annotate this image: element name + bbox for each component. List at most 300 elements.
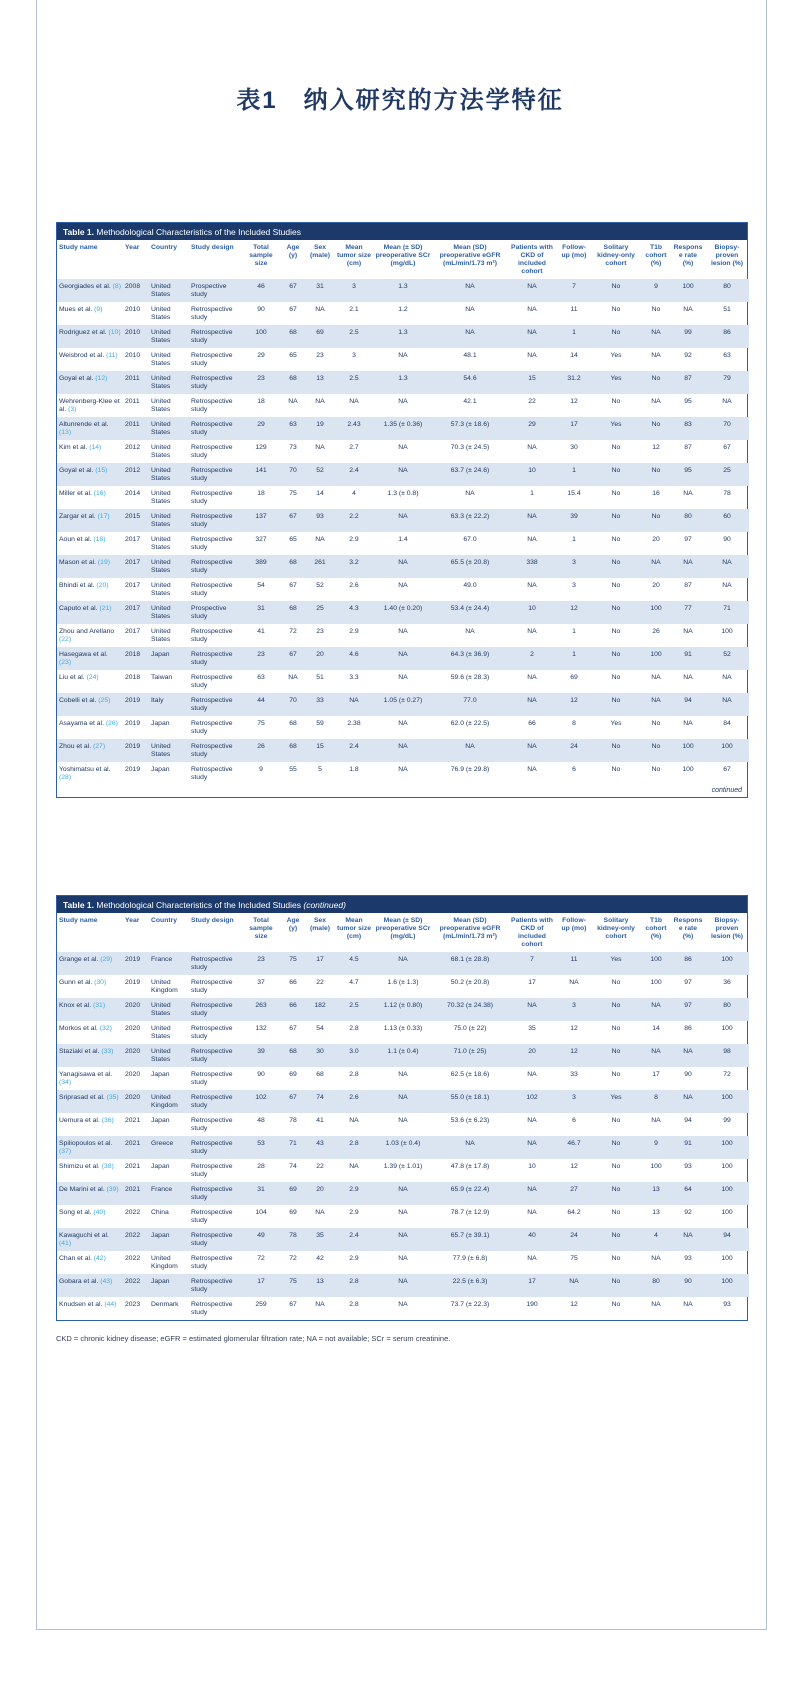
table-cell: 1 [572,627,576,635]
table-cell: 17 [507,1274,557,1297]
table-row [57,693,749,716]
table-cell: 79 [705,371,749,394]
table-cell: NA [527,1116,537,1124]
citation-ref[interactable]: (34) [59,1078,72,1086]
table-cell: NA [507,739,557,762]
table-cell: 132 [255,1024,267,1032]
table-cell: 59 [316,719,324,727]
column-header: Total sample size [249,244,273,267]
table-cell: 78 [281,1228,305,1251]
table-cell: United States [151,397,171,413]
table-cell: 129 [255,443,267,451]
table-cell: 65 [289,535,297,543]
citation-ref[interactable]: (3) [68,405,77,413]
table-cell: NA [398,443,408,451]
study-name-cell [57,394,123,417]
study-name-cell [57,1228,123,1251]
table-cell: 75 [281,1274,305,1297]
study-name-cell [57,762,123,785]
column-header: Study design [191,244,234,251]
table-cell: 90 [684,1070,692,1078]
column-header: Response rate (%) [673,917,703,940]
study-name: Gunn et al. [59,978,95,986]
table-cell: 75 [257,719,265,727]
table-cell: 71 [705,601,749,624]
table-cell: 70 [281,463,305,486]
table-cell: 90 [257,305,265,313]
table-cell: 102 [507,1090,557,1113]
table-cell: United States [151,305,171,321]
table-cell: 36 [723,978,731,986]
table-cell: 2.8 [349,1070,359,1078]
table-cell: 68 [281,601,305,624]
table-cell: 63 [281,417,305,440]
citation-ref[interactable]: (29) [100,955,113,963]
table-cell: 13 [652,1208,660,1216]
table-cell: 94 [705,1228,749,1251]
citation-ref[interactable]: (36) [101,1116,114,1124]
table-row [57,601,749,624]
table-cell: 100 [671,739,705,762]
table-cell: No [641,463,671,486]
table-cell: 1 [572,535,576,543]
table-cell: 29 [241,417,281,440]
study-name: Zhou and Arellano [59,627,115,635]
table-cell: 100 [705,1182,749,1205]
table-cell: 261 [305,555,335,578]
citation-ref[interactable]: (16) [93,489,106,497]
table-cell: 1 [557,463,591,486]
table-cell: NA [398,1070,408,1078]
table-cell: 68 [281,371,305,394]
table-cell: No [651,719,661,727]
table-row [57,417,749,440]
table-cell: 12 [557,1044,591,1067]
table-cell: United States [149,325,189,348]
table-cell: NA [641,1044,671,1067]
table-cell: 46 [241,279,281,302]
study-name-cell [57,1113,123,1136]
table-cell: NA [683,1300,693,1308]
table-cell: United States [151,535,171,551]
table-cell: 67 [723,443,731,451]
table-cell: 18 [257,489,265,497]
table-cell: No [591,1044,641,1067]
table-cell: 2010 [125,351,141,359]
table-cell: 20 [507,1044,557,1067]
table-cell: 63 [257,673,265,681]
table-cell: 2014 [125,489,141,497]
table-cell: 2022 [123,1228,149,1251]
study-name-cell [57,532,123,555]
table-cell: 2.8 [335,1136,373,1159]
table-cell: 64.3 (± 36.9) [433,647,507,670]
citation-ref[interactable]: (43) [100,1277,113,1285]
column-header: Year [125,917,140,924]
study-name-cell [57,975,123,998]
table-cell: 3 [557,555,591,578]
table-cell: 2017 [125,535,141,543]
study-name-cell [57,348,123,371]
table-cell: 95 [671,463,705,486]
table-cell: United Kingdom [149,1090,189,1113]
study-name-cell [57,1274,123,1297]
table-cell: Yes [591,371,641,394]
table-cell: United States [149,998,189,1021]
table-cell: 2008 [123,279,149,302]
table-cell: No [611,489,621,497]
column-header: Age (y) [286,244,300,259]
table-row [57,762,749,785]
table-cell: NA [705,693,749,716]
table-cell: No [591,325,641,348]
table-cell: 31 [241,1182,281,1205]
study-name-cell [57,647,123,670]
study-name: Miller et al. [59,489,94,497]
table-cell: 2010 [123,325,149,348]
column-header: Year [125,244,140,251]
study-name: Asayama et al. [59,719,106,727]
table-cell: 72 [289,1254,297,1262]
table-cell: NA [398,765,408,773]
table2-container [56,895,748,1343]
citation-ref[interactable]: (27) [93,742,106,750]
table-cell: 4 [352,489,356,497]
table-cell: No [611,765,621,773]
table-row [57,1021,749,1044]
table-cell: 2.4 [335,463,373,486]
study-name-cell [57,302,123,325]
table-cell: NA [683,305,693,313]
table-cell: NA [465,627,475,635]
table-row [57,1113,749,1136]
citation-ref[interactable]: (10) [108,328,121,336]
table-cell: 27 [557,1182,591,1205]
table-cell: 76.9 (± 29.8) [450,765,490,773]
table-cell: 100 [721,1254,733,1262]
study-name-cell [57,670,123,693]
table-cell: 141 [241,463,281,486]
study-name: Shimizu et al. [59,1162,102,1170]
citation-ref[interactable]: (41) [59,1239,72,1247]
study-name-cell [57,1159,123,1182]
citation-ref[interactable]: (28) [59,773,72,781]
table-cell: Retrospective study [189,952,241,975]
table-cell: 54.6 [433,371,507,394]
table-cell: 3 [335,279,373,302]
table-cell: 263 [241,998,281,1021]
table-cell: 6 [572,1116,576,1124]
table-cell: 389 [241,555,281,578]
study-name-cell [57,509,123,532]
citation-ref[interactable]: (24) [86,673,99,681]
table-row [57,325,749,348]
table-cell: Retrospective study [189,555,241,578]
table-cell: 9 [641,1136,671,1159]
table-cell: 2012 [123,463,149,486]
table-cell: NA [527,1208,537,1216]
table-cell: 3 [572,581,576,589]
table-cell: 43 [305,1136,335,1159]
table-caption-text: Methodological Characteristics of the Included Studies [96,227,301,237]
table-row [57,975,749,998]
table-cell: NA [705,555,749,578]
table-cell: NA [373,1228,433,1251]
table-cell: No [611,978,621,986]
citation-ref[interactable]: (9) [94,305,103,313]
citation-ref[interactable]: (32) [99,1024,112,1032]
citation-ref[interactable]: (11) [106,351,118,359]
table-row [57,440,749,463]
table-cell: 22 [528,397,536,405]
table-cell: 3.3 [349,673,359,681]
table-row [57,394,749,417]
citation-ref[interactable]: (35) [106,1093,119,1101]
column-header: Mean (SD) preoperative eGFR (mL/min/1.73 m²) [439,917,501,940]
table-cell: 1.12 (± 0.80) [373,998,433,1021]
table-cell: 2.9 [349,1208,359,1216]
citation-ref[interactable]: (39) [106,1185,119,1193]
table-cell: 78.7 (± 12.9) [450,1208,490,1216]
table-cell: 84 [723,719,731,727]
study-name: Chan et al. [59,1254,94,1262]
table-cell: 100 [721,1024,733,1032]
table-cell: 69 [305,325,335,348]
table-cell: NA [373,555,433,578]
table-cell: 69 [281,1182,305,1205]
table-cell: 182 [305,998,335,1021]
table-cell: Retrospective study [189,417,241,440]
citation-ref[interactable]: (21) [99,604,112,612]
table-cell: 40 [507,1228,557,1251]
table-cell: NA [349,397,359,405]
table-cell: NA [671,555,705,578]
table-cell: Yes [610,719,622,727]
study-name: Caputo et al. [59,604,100,612]
table-cell: No [591,647,641,670]
study-name-cell [57,555,123,578]
table-cell: Retrospective study [191,1254,233,1270]
citation-ref[interactable]: (8) [112,282,121,290]
table-cell: Greece [149,1136,189,1159]
table-cell: 94 [671,693,705,716]
table-cell: 65 [289,351,297,359]
study-name: Kawaguchi et al. [59,1231,109,1239]
table-row [57,624,749,647]
citation-ref[interactable]: (44) [104,1300,117,1308]
table-cell: NA [398,1116,408,1124]
table-cell: Yes [591,417,641,440]
table-cell: 77 [671,601,705,624]
citation-ref[interactable]: (13) [59,428,72,436]
table-cell: 2.9 [335,1182,373,1205]
table-header-row [57,240,749,279]
study-name: Yoshimatsu et al. [59,765,111,773]
table-cell: NA [683,627,693,635]
table-cell: 2.9 [349,627,359,635]
table-cell: NA [527,1254,537,1262]
table-cell: Retrospective study [189,1228,241,1251]
table-row [57,1297,749,1320]
table-cell: 100 [671,279,705,302]
table-cell: 93 [684,1162,692,1170]
table-cell: NA [507,1182,557,1205]
table-cell: 77.0 [433,693,507,716]
citation-ref[interactable]: (40) [93,1208,106,1216]
study-name-cell [57,1067,123,1090]
table-cell: NA [683,673,693,681]
citation-ref[interactable]: (31) [93,1001,106,1009]
table-cell: 26 [241,739,281,762]
citation-ref[interactable]: (17) [97,512,110,520]
citation-ref[interactable]: (42) [93,1254,106,1262]
table-cell: 70 [705,417,749,440]
table-cell: NA [641,325,671,348]
table-cell: 2022 [125,1254,141,1262]
table-cell: No [641,417,671,440]
table-cell: 14 [652,1024,660,1032]
table2 [57,913,749,1320]
study-name-cell [57,693,123,716]
citation-ref[interactable]: (15) [95,466,108,474]
table-cell: 12 [570,397,578,405]
study-name-cell [57,463,123,486]
table-cell: Retrospective study [189,739,241,762]
citation-ref[interactable]: (25) [98,696,111,704]
table-cell: No [611,673,621,681]
table-cell: United States [151,1024,171,1040]
table-cell: No [591,509,641,532]
table-cell: 12 [557,601,591,624]
table-cell: Retrospective study [191,1024,233,1040]
table-cell: 23 [241,952,281,975]
study-name: Altunrende et al. [59,420,109,428]
table-cell: NA [373,1090,433,1113]
table-cell: No [641,371,671,394]
table-cell: NA [507,1136,557,1159]
table-cell: 22.5 (± 6.3) [433,1274,507,1297]
column-header: Sex (male) [309,244,331,259]
table-cell: 2.4 [335,739,373,762]
table-cell: 2.5 [335,325,373,348]
table-cell: 80 [671,509,705,532]
table-cell: 100 [650,978,662,986]
table-cell: Japan [151,765,170,773]
table-cell: 2021 [123,1182,149,1205]
table-cell: 70.32 (± 24.38) [433,998,507,1021]
table-cell: No [611,1300,621,1308]
table-cell: 13 [305,371,335,394]
table-cell: No [591,279,641,302]
table-cell: 2021 [125,1162,141,1170]
column-header: Sex (male) [309,917,331,932]
table-cell: 50.2 (± 20.8) [450,978,490,986]
table-cell: NA [315,1300,325,1308]
table-cell: No [611,1208,621,1216]
study-name-cell [57,1021,123,1044]
table-cell: No [591,1136,641,1159]
table-row [57,1274,749,1297]
citation-ref[interactable]: (30) [94,978,107,986]
table-cell: United States [149,463,189,486]
column-header: Mean (± SD) preoperative SCr (mg/dL) [375,244,431,267]
table-cell: 98 [705,1044,749,1067]
table-cell: France [149,952,189,975]
table-cell: 68 [281,555,305,578]
table-cell: 17 [652,1070,660,1078]
table-cell: Retrospective study [191,581,233,597]
table-row [57,1090,749,1113]
table-cell: 69 [289,1070,297,1078]
study-name: Rodriguez et al. [59,328,109,336]
table-cell: 1.1 (± 0.4) [373,1044,433,1067]
study-name: Hasegawa et al. [59,650,108,658]
citation-ref[interactable]: (12) [95,374,108,382]
table-cell: No [591,693,641,716]
table-cell: 24 [557,1228,591,1251]
table-cell: NA [507,279,557,302]
column-header: Biopsy-proven lesion (%) [710,244,744,267]
study-name: Yanagisawa et al. [59,1070,113,1078]
table-cell: 2.9 [349,535,359,543]
table-cell: 80 [705,279,749,302]
table-cell: No [591,555,641,578]
table-cell: 55.0 (± 18.1) [433,1090,507,1113]
citation-ref[interactable]: (37) [59,1147,72,1155]
table-cell: NA [288,673,298,681]
citation-ref[interactable]: (19) [97,558,111,566]
table-cell: 190 [526,1300,538,1308]
citation-ref[interactable]: (18) [93,535,106,543]
table-cell: 29 [507,417,557,440]
table-row [57,463,749,486]
citation-ref[interactable]: (23) [59,658,72,666]
table-cell: 20 [652,535,660,543]
citation-ref[interactable]: (33) [101,1047,114,1055]
table-cell: 12 [570,1024,578,1032]
table-cell: 68 [281,739,305,762]
column-header: Follow-up (mo) [561,917,587,932]
table-cell: 53.4 (± 24.4) [433,601,507,624]
table-cell: 22 [316,978,324,986]
table-cell: 11 [570,305,578,313]
citation-ref[interactable]: (20) [96,581,109,589]
citation-ref[interactable]: (22) [59,635,72,643]
citation-ref[interactable]: (26) [105,719,118,727]
table-cell: No [591,998,641,1021]
table-cell: 69 [570,673,578,681]
table-cell: 1.05 (± 0.27) [373,693,433,716]
table-cell: United Kingdom [151,1254,178,1270]
table-row [57,1136,749,1159]
study-name-cell [57,371,123,394]
column-header: Biopsy-proven lesion (%) [710,917,744,940]
table-cell: United States [149,279,189,302]
study-name: Morkos et al. [59,1024,100,1032]
table-cell: 1.4 [398,535,408,543]
study-name: Uemura et al. [59,1116,102,1124]
citation-ref[interactable]: (14) [89,443,102,451]
table-cell: United States [151,351,171,367]
table-cell: 2.6 [335,1090,373,1113]
table-cell: 1.39 (± 1.01) [383,1162,423,1170]
table-cell: 1.6 (± 1.3) [387,978,419,986]
citation-ref[interactable]: (38) [101,1162,114,1170]
table-cell: 15 [305,739,335,762]
table-cell: 2.8 [349,1024,359,1032]
table-cell: 100 [641,601,671,624]
table-row [57,279,749,302]
